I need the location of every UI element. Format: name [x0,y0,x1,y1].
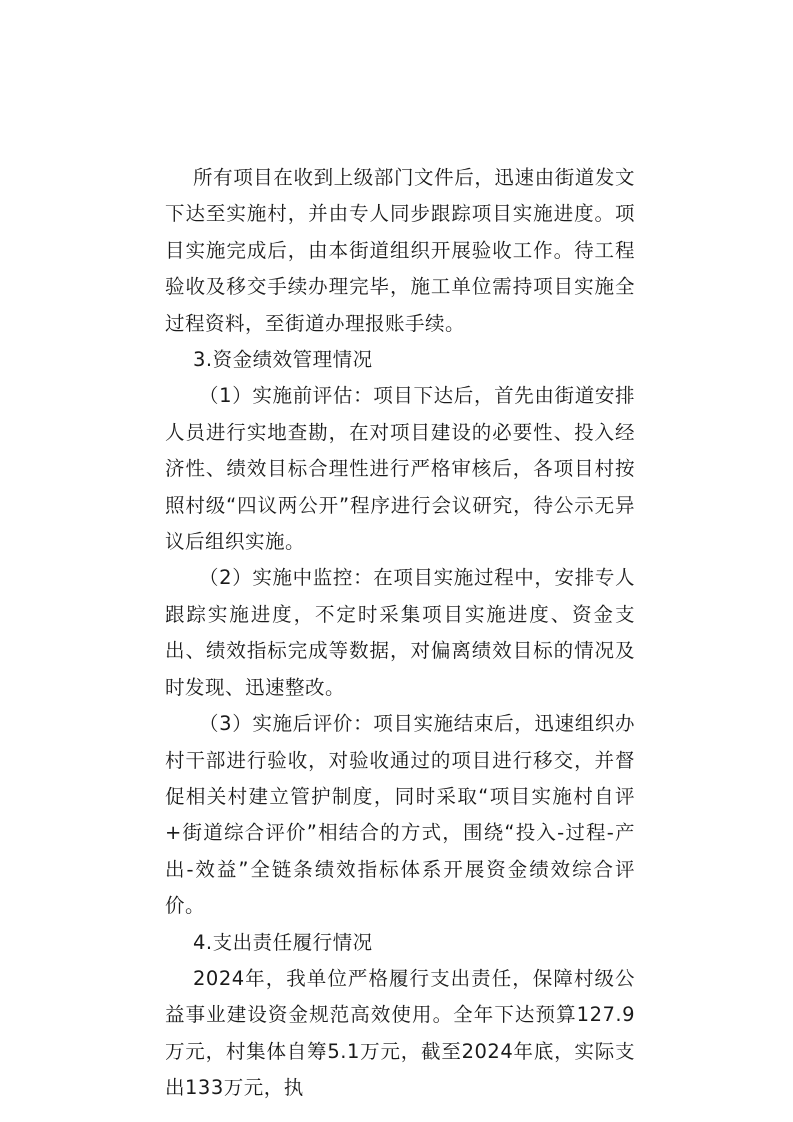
paragraph-pre-implementation-evaluation: （1）实施前评估：项目下达后，首先由街道安排人员进行实地查勘，在对项目建设的必要性、投入经济性、绩效目标合理性进行严格审核后，各项目村按照村级“四议两公开”程序进行会议研究，待公示无异议后组织实施。 [165,384,635,554]
document-body [165,160,635,1107]
paragraph-expenditure-2024: 2024年，我单位严格履行支出责任，保障村级公益事业建设资金规范高效使用。全年下达预算127.9万元，村集体自筹5.1万元，截至2024年底，实际支出133万元，执 [165,966,635,1100]
section-heading-fund-performance: 3.资金绩效管理情况 [193,348,373,372]
section-heading-expenditure-responsibility: 4.支出责任履行情况 [193,930,373,954]
paragraph-post-implementation-evaluation: （3）实施后评价：项目实施结束后，迅速组织办村干部进行验收，对验收通过的项目进行移交，并督促相关村建立管护制度，同时采取“项目实施村自评+街道综合评价”相结合的方式，围绕“投入-过程-产出-效益”全链条绩效指标体系开展资金绩效综合评价。 [165,712,635,918]
paragraph-project-workflow: 所有项目在收到上级部门文件后，迅速由街道发文下达至实施村，并由专人同步跟踪项目实施进度。项目实施完成后，由本街道组织开展验收工作。待工程验收及移交手续办理完毕，施工单位需持项目实施全过程资料，至街道办理报账手续。 [165,166,635,335]
paragraph-in-implementation-monitoring: （2）实施中监控：在项目实施过程中，安排专人跟踪实施进度，不定时采集项目实施进度、资金支出、绩效指标完成等数据，对偏离绩效目标的情况及时发现、迅速整改。 [165,566,635,699]
